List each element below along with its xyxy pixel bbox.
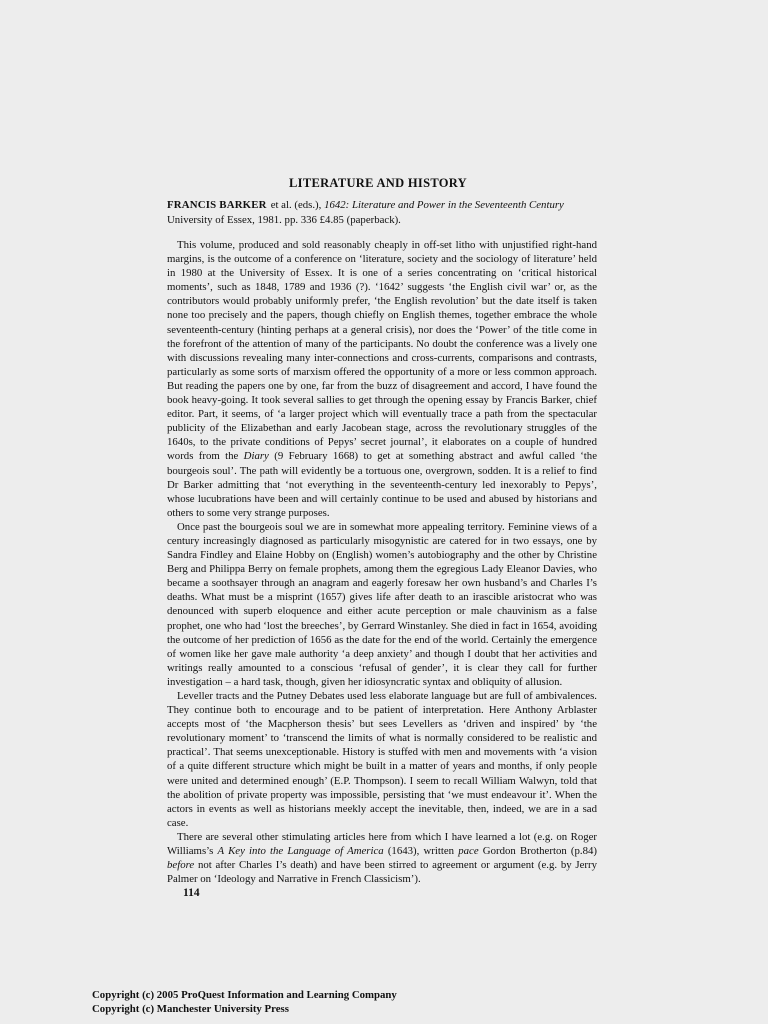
paragraph-1: [167, 238, 597, 520]
paragraph-4: [167, 830, 597, 886]
citation-eds: et al. (eds.),: [270, 199, 322, 211]
citation-author: FRANCIS BARKER: [167, 199, 267, 211]
paragraph-1-text: This volume, produced and sold reasonably cheaply in off-set litho with unjustified right-hand margins, is the outcome of a conference on ‘literature, society and the sociology of literature’ held in 1980 at the University of Essex. It is one of a series concentrating on ‘critical historical moments’, such as 1848, 1789 and 1936 (?). ‘1642’ suggests ‘the English civil war’ or, as the contributors would probably uniformly prefer, ‘the English revolution’ but the date itself is taken none too precisely and the papers, though chiefly on English themes, together embrace the whole seventeenth-century (hinting perhaps at a general crisis), nor does the ‘Power’ of the title come in the forefront of the attention of many of the participants. No doubt the conference was a lively one with discussions revealing many inter-connections and cross-currents, comparisons and contrasts, particularly as some sorts of marxism offered the opportunity of a more or less common approach. But reading the papers one by one, far from the buzz of disagreement and accord, I have found the book heavy-going. It took several sallies to get through the opening essay by Francis Barker, chief editor. Part, it seems, of ‘a larger project which will eventually trace a path from the spectacular publicity of the Elizabethan and early Jacobean stage, across the revolutionary struggles of the 1640s, to the private conditions of Pepys’ secret journal’, it elaborates on a couple of hundred words from the: [167, 239, 597, 463]
copyright-footer: [92, 988, 397, 1016]
review-body: [167, 238, 597, 886]
copyright-line-2: Copyright (c) Manchester University Press: [92, 1003, 289, 1015]
page-number: 114: [183, 887, 200, 899]
paragraph-1-diary: Diary: [243, 450, 269, 463]
section-heading: LITERATURE AND HISTORY: [289, 176, 467, 190]
paragraph-4-before: before: [167, 859, 195, 872]
paragraph-4-b: (1643), written: [383, 845, 459, 858]
citation-publisher: University of Essex, 1981. pp. 336 £4.85 (paperback).: [167, 213, 401, 226]
paragraph-1-end: (9 February 1668) to get at something abstract and awful called ‘the bourgeois soul’. The path will evidently be a tortuous one, overgrown, sodden. It is a relief to find Dr Barker admitting that ‘not everything in the seventeenth-century led inexorably to Pepys’, whose lucubrations have been and will certainly continue to be used and abused by historians and others to some very strange purposes.: [167, 450, 598, 519]
copyright-line-1: Copyright (c) 2005 ProQuest Information and Learning Company: [92, 989, 397, 1001]
citation-title: 1642: Literature and Power in the Seventeenth Century: [324, 199, 564, 211]
paragraph-3: Leveller tracts and the Putney Debates used less elaborate language but are full of ambivalences. They continue both to encourage and to be patient of interpretation. Here Anthony Arblaster accepts most of ‘the Macpherson thesis’ but sees Levellers as ‘driven and inspired’ by ‘the revolutionary moment’ to ‘transcend the limits of what is normally considered to be realistic and practical’. That seems unexceptionable. History is stuffed with men and movements with ‘a vision of a quite different structure which might be built in a matter of years and months, if only people were united and determined enough’ (E.P. Thompson). I seem to recall William Walwyn, told that the abolition of private property was impossible, persisting that ‘we must endeavour it’. When the actors in events as well as historians meekly accept the inevitable, then, indeed, we are in a sad case.: [167, 690, 597, 829]
paragraph-4-d: not after Charles I’s death) and have been stirred to agreement or argument (e.g. by Jerry Palmer on ‘Ideology and Narrative in French Classicism’).: [167, 859, 597, 886]
book-citation: [167, 198, 597, 227]
paragraph-4-a: There are several other stimulating articles here from which I have learned a lot (e.g. on Roger Williams’s: [167, 830, 597, 858]
paragraph-2: Once past the bourgeois soul we are in somewhat more appealing territory. Feminine views of a century increasingly diagnosed as particularly misogynistic are catered for in two essays, one by Sandra Findley and Elaine Hobby on (English) women’s autobiography and the other by Christine Berg and Philippa Berry on female prophets, among them the egregious Lady Eleanor Davies, who became a soothsayer through an anagram and eagerly foresaw her own husband’s and Charles I’s deaths. What must be a misprint (1657) gives life after death to an irascible aristocrat who was denounced with superb eloquence and either acute perception or male chauvinism as a false prophet, one who had ‘lost the breeches’, by Gerrard Winstanley. She died in fact in 1654, avoiding the outcome of her prediction of 1656 as the date for the end of the world. Certainly the emergence of women like her gave male authority ‘a deep anxiety’ and though I doubt that her activities and writings really amounted to a conscious ‘refusal of gender’, it is clear they call for further investigation – a hard task, though, given her idiosyncratic syntax and obliquity of allusion.: [167, 520, 597, 688]
paragraph-4-c: Gordon Brotherton (p.84): [478, 845, 597, 858]
paragraph-4-pace: pace: [458, 845, 479, 858]
paragraph-4-key-title: A Key into the Language of America: [217, 845, 384, 858]
